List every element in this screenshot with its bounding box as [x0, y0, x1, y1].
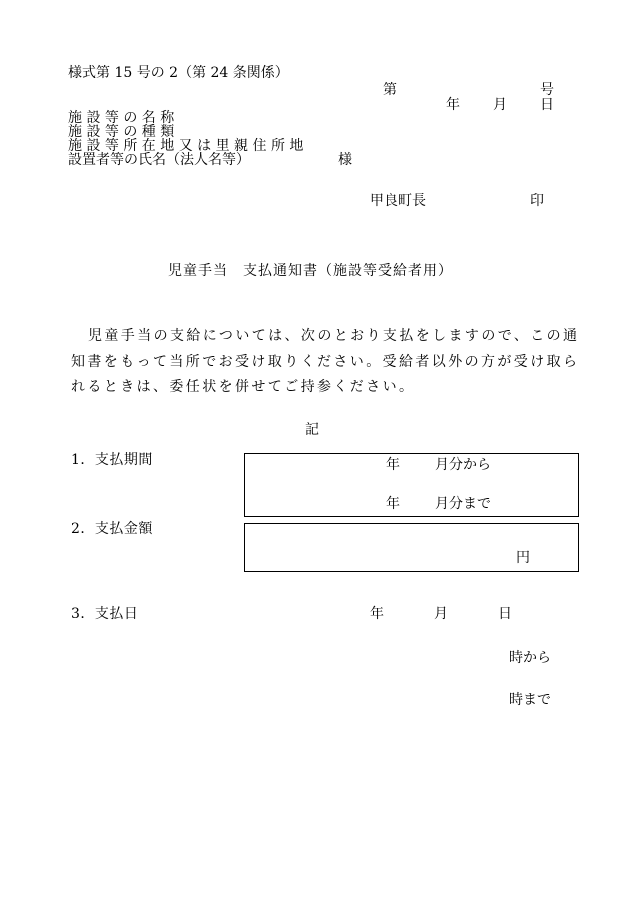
- payment-amount-label: 2．支払金額: [71, 521, 153, 537]
- facility-address-label: 施 設 等 所 在 地 又 は 里 親 住 所 地: [68, 138, 304, 154]
- sama-honorific: 様: [338, 152, 352, 168]
- payment-period-label: 1．支払期間: [71, 452, 153, 468]
- doc-number-dai: 第: [383, 82, 397, 98]
- amount-yen: 円: [516, 550, 530, 566]
- document-title: 児童手当 支払通知書（施設等受給者用）: [168, 263, 453, 279]
- payment-date-hi: 日: [498, 606, 512, 622]
- body-line-3: れるときは、委任状を併せてご持参ください。: [71, 379, 416, 395]
- body-line-1: 児童手当の支給については、次のとおり支払をしますので、この通: [88, 328, 580, 344]
- form-code: 様式第 15 号の 2（第 24 条関係）: [68, 65, 289, 81]
- period-to-nen: 年: [386, 496, 400, 512]
- payment-date-tsuki: 月: [434, 606, 448, 622]
- issuer-name: 甲良町長: [370, 193, 426, 209]
- date-hi: 日: [540, 97, 554, 113]
- date-nen: 年: [446, 97, 460, 113]
- payment-time-to: 時まで: [509, 692, 551, 708]
- period-from-text: 月分から: [435, 457, 491, 473]
- facility-name-label: 施 設 等 の 名 称: [68, 110, 175, 126]
- period-to-text: 月分まで: [435, 496, 491, 512]
- body-line-2: 知書をもって当所でお受け取りください。受給者以外の方が受け取ら: [71, 354, 580, 370]
- payment-period-box: [244, 453, 579, 517]
- payment-date-nen: 年: [370, 606, 384, 622]
- period-from-nen: 年: [386, 457, 400, 473]
- payment-time-from: 時から: [509, 650, 551, 666]
- ki-heading: 記: [305, 422, 319, 438]
- facility-type-label: 施 設 等 の 種 類: [68, 124, 175, 140]
- founder-name-label: 設置者等の氏名（法人名等）: [68, 152, 250, 168]
- payment-date-label: 3．支払日: [71, 606, 139, 622]
- doc-number-go: 号: [540, 82, 554, 98]
- seal-mark: 印: [530, 193, 544, 209]
- date-tsuki: 月: [493, 97, 507, 113]
